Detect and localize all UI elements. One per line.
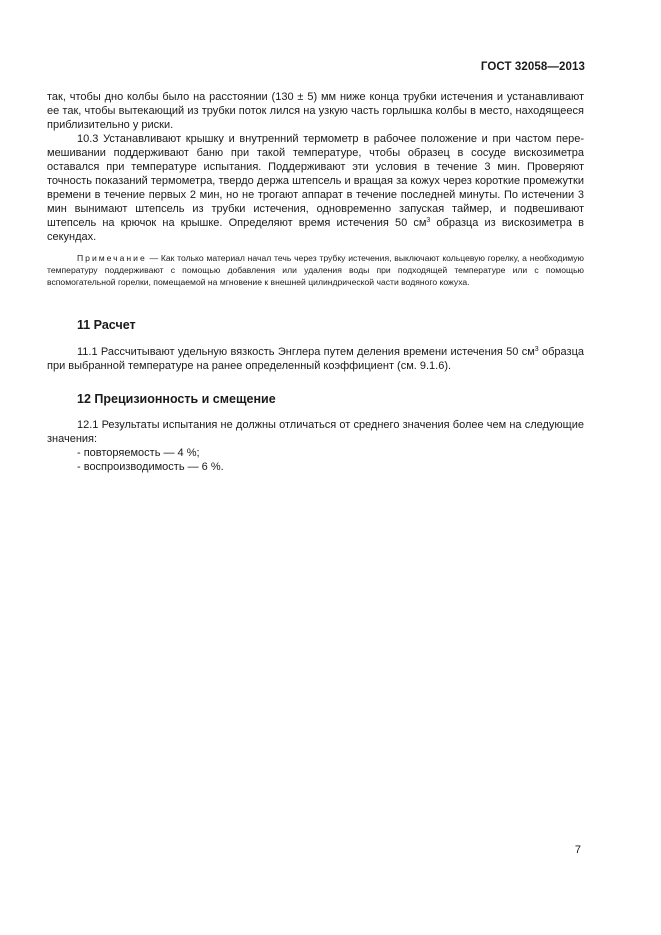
document-header: ГОСТ 32058—2013 [480,61,585,73]
page-content [47,90,584,474]
paragraph-10-3-text: 10.3 Устанавливают крышку и внутренний термометр в рабочее положение и при частом перемешивании поддерживают баню при такой температуре, чтобы образец в сосуде вискозиметра оставался при температуре испытания. Поддерживают эти условия в течение 3 мин. Проверяют точность показаний термометра, твердо держа штепсель и вращая за кожух через короткие промежутки времени в течение первых 2 мин, но не трогают аппарат в течение последней минуты. По истечении 3 мин вынимают штепсель из трубки истечения, одновременно запуская таймер, и подвешивают штепсель на крючок на крышке. Определяют время истечения 50 см [47,133,584,229]
paragraph-11-1 [47,345,584,373]
paragraph-10-3 [47,132,584,244]
note-text: — Как только материал начал течь через трубку истечения, выключают кольцевую горелку, а необходимую температуру поддерживают с помощью добавления или удаления воды при подходящей температуре или с помощью вспомогательной горелки, помещаемой на мгновение к внешней цилиндрической части водяного кожуха. [47,253,584,287]
paragraph-10-3-tail: образца из вискозиметра в секундах. [47,217,584,243]
paragraph-continuation: так, чтобы дно колбы было на расстоянии (130 ± 5) мм ниже конца трубки истечения и устанавливают ее так, чтобы вытекающий из трубки поток лился на узкую часть горлышка колбы в место, находящееся приблизительно у риски. [47,91,584,131]
paragraph-11-1-tail: образца при выбранной температуре на ранее определенный коэффициент (см. 9.1.6). [47,346,584,372]
list-item: - воспроизводимость — 6 %. [77,461,224,473]
section-11-heading: 11 Расчет [77,318,136,332]
superscript: 3 [534,346,539,353]
paragraph-11-1-text: 11.1 Рассчитывают удельную вязкость Энглера путем деления времени истечения 50 см [77,346,535,358]
note [47,252,584,288]
section-12-heading: 12 Прецизионность и смещение [77,392,276,406]
page-number: 7 [574,844,581,856]
list-item: - повторяемость — 4 %; [77,447,200,459]
note-label: Примечание [77,253,147,263]
superscript: 3 [426,217,431,224]
paragraph-12-1: 12.1 Результаты испытания не должны отличаться от среднего значения более чем на следующие значения: [47,419,584,445]
